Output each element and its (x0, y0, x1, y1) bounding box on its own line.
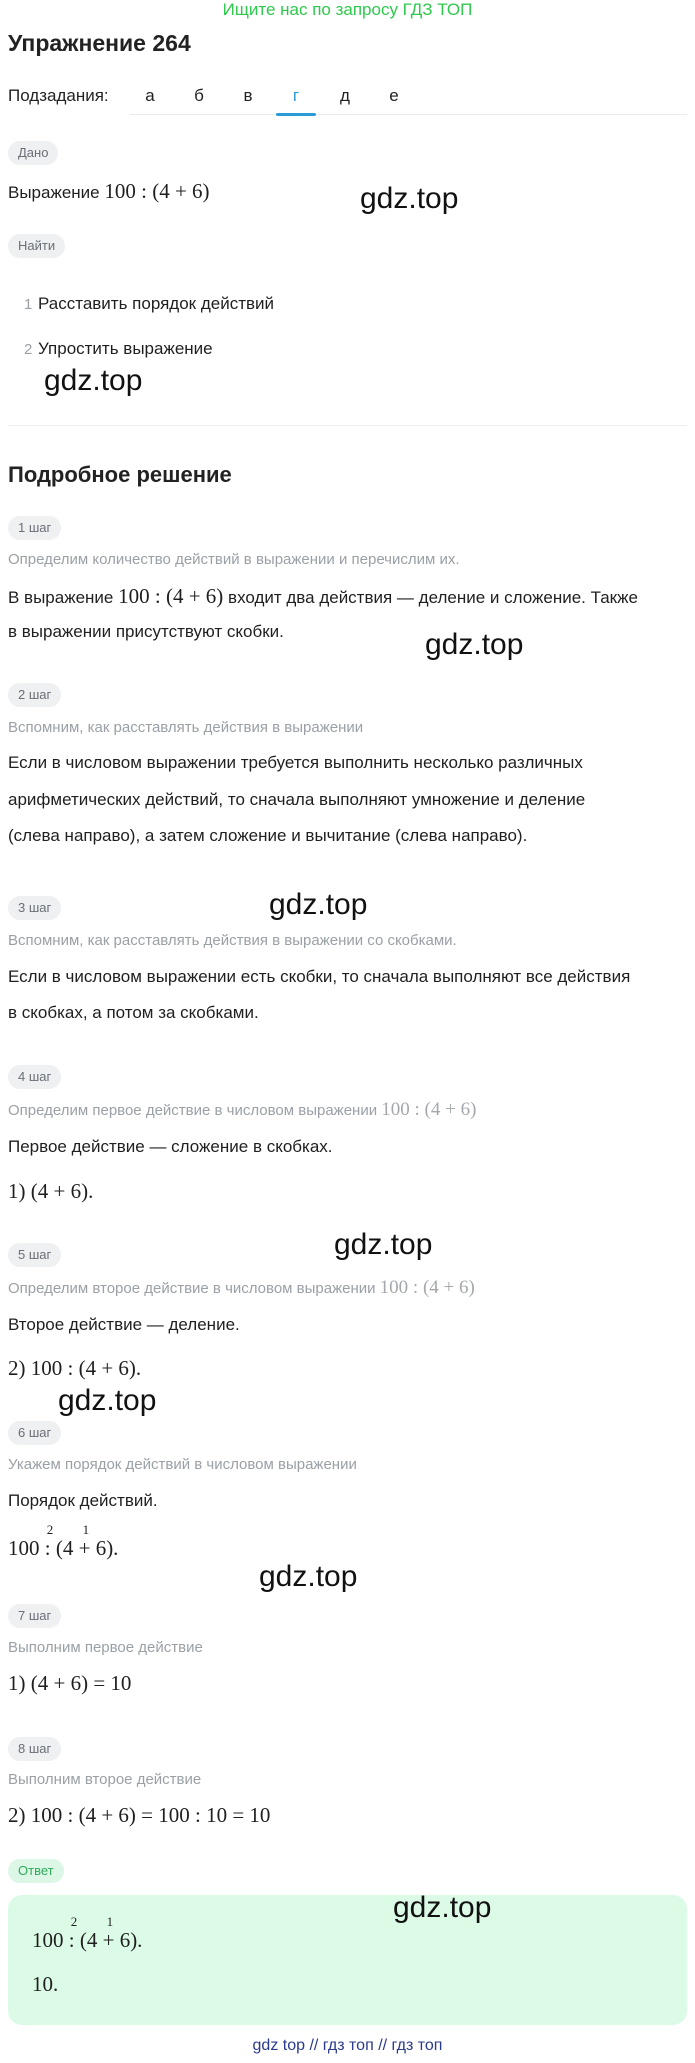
step-text-part: входит два действия — деление и сложение. Также (228, 588, 638, 607)
step-pill: 3 шаг (8, 896, 61, 920)
watermark: gdz.top (259, 1560, 358, 1593)
step-math: 2) 100 : (4 + 6) = 100 : 10 = 10 (8, 1803, 271, 1827)
step-hint: Вспомним, как расставлять действия в выражении (8, 719, 364, 736)
step-hint-part: Определим первое действие в числовом выражении (8, 1102, 378, 1119)
watermark: gdz.top (58, 1384, 157, 1417)
tabs-baseline (130, 114, 687, 115)
order-number: 2 (46, 1522, 54, 1537)
find-item (8, 286, 274, 323)
step-pill: 2 шаг (8, 683, 61, 707)
step-text: Первое действие — сложение в скобках. (8, 1137, 333, 1156)
watermark: gdz.top (393, 1891, 492, 1924)
step-text: арифметических действий, то сначала выполняют умножение и деление (8, 790, 586, 809)
search-banner: Ищите нас по запросу ГДЗ ТОП (222, 0, 473, 19)
step-text: Порядок действий. (8, 1491, 158, 1510)
step-text: в выражении присутствуют скобки. (8, 622, 284, 641)
math-part: + (102, 1928, 115, 1952)
order-expression (8, 1522, 119, 1561)
step-pill: 5 шаг (8, 1243, 61, 1267)
step-pill: 8 шаг (8, 1737, 61, 1761)
math-part: (4 (79, 1928, 98, 1952)
step-hint: Определим количество действий в выражении и перечислим их. (8, 551, 460, 568)
math-part: 6). (95, 1536, 119, 1560)
order-marker (78, 1522, 91, 1561)
tab-v[interactable]: в (243, 86, 253, 105)
tab-d[interactable]: д (340, 86, 350, 105)
watermark: gdz.top (334, 1228, 433, 1261)
watermark: gdz.top (425, 628, 524, 661)
subtasks-label: Подзадания: (8, 86, 109, 105)
answer-expression (32, 1914, 143, 1953)
math-part: 100 (32, 1928, 64, 1952)
answer-pill: Ответ (8, 1859, 64, 1883)
page-title: Упражнение 264 (8, 30, 191, 56)
section-divider (8, 425, 687, 426)
find-item-number: 1 (24, 296, 33, 313)
step-hint-part: Определим второе действие в числовом выражении (8, 1280, 376, 1297)
step-hint: Выполним первое действие (8, 1639, 203, 1656)
find-pill: Найти (8, 234, 65, 258)
order-number: 1 (106, 1914, 114, 1929)
solution-title: Подробное решение (8, 462, 232, 487)
step-text: в скобках, а потом за скобками. (8, 1003, 259, 1022)
step-text: Если в числовом выражении есть скобки, то сначала выполняют все действия (8, 967, 631, 986)
order-marker (68, 1914, 78, 1953)
step-math: 2) 100 : (4 + 6). (8, 1356, 142, 1380)
math-part: 100 (8, 1536, 40, 1560)
order-marker (44, 1522, 54, 1561)
step-pill: 7 шаг (8, 1604, 61, 1628)
watermark: gdz.top (360, 182, 459, 215)
tab-b[interactable]: б (194, 86, 204, 105)
footer-links[interactable]: gdz top // гдз топ // гдз топ (252, 2037, 443, 2054)
step-math: 1) (4 + 6). (8, 1179, 94, 1203)
step-hint: Укажем порядок действий в числовом выражении (8, 1456, 357, 1473)
given-expression: 100 : (4 + 6) (104, 179, 210, 203)
find-item-number: 2 (24, 341, 33, 358)
watermark: gdz.top (44, 364, 143, 397)
step-math: 1) (4 + 6) = 10 (8, 1671, 132, 1695)
math-part: (4 (55, 1536, 74, 1560)
order-number: 2 (70, 1914, 78, 1929)
given-pill: Дано (8, 141, 58, 165)
step-pill: 6 шаг (8, 1421, 61, 1445)
tab-g-active[interactable]: г (292, 86, 300, 105)
active-tab-indicator (276, 113, 316, 116)
given-text: Выражение (8, 183, 100, 202)
order-marker (102, 1914, 115, 1953)
tab-e[interactable]: е (389, 86, 399, 105)
answer-result: 10. (32, 1972, 59, 1996)
math-part: 6). (119, 1928, 143, 1952)
step-hint (8, 1277, 475, 1299)
math-part: + (78, 1536, 91, 1560)
step-pill: 1 шаг (8, 516, 61, 540)
step-hint: Выполним второе действие (8, 1771, 202, 1788)
step-math: 100 : (4 + 6) (118, 584, 224, 608)
step-text: Второе действие — деление. (8, 1315, 240, 1334)
find-item-text: Расставить порядок действий (38, 294, 275, 313)
math-part: : (44, 1536, 51, 1560)
step-text: Если в числовом выражении требуется выполнить несколько различных (8, 753, 583, 772)
step-pill: 4 шаг (8, 1065, 61, 1089)
watermark: gdz.top (269, 888, 368, 921)
math-part: : (68, 1928, 75, 1952)
step-hint-math: 100 : (4 + 6) (379, 1277, 475, 1298)
given-line (8, 173, 210, 211)
find-item-text: Упростить выражение (38, 339, 213, 358)
find-item (8, 331, 213, 368)
step-text-part: В выражение (8, 588, 114, 607)
step-hint (8, 1099, 476, 1121)
step-text: (слева направо), а затем сложение и вычитание (слева направо). (8, 826, 528, 845)
order-number: 1 (82, 1522, 90, 1537)
step-hint-math: 100 : (4 + 6) (381, 1099, 477, 1120)
step-hint: Вспомним, как расставлять действия в выражении со скобками. (8, 932, 457, 949)
step-text (8, 578, 638, 616)
tab-a[interactable]: а (145, 86, 155, 105)
